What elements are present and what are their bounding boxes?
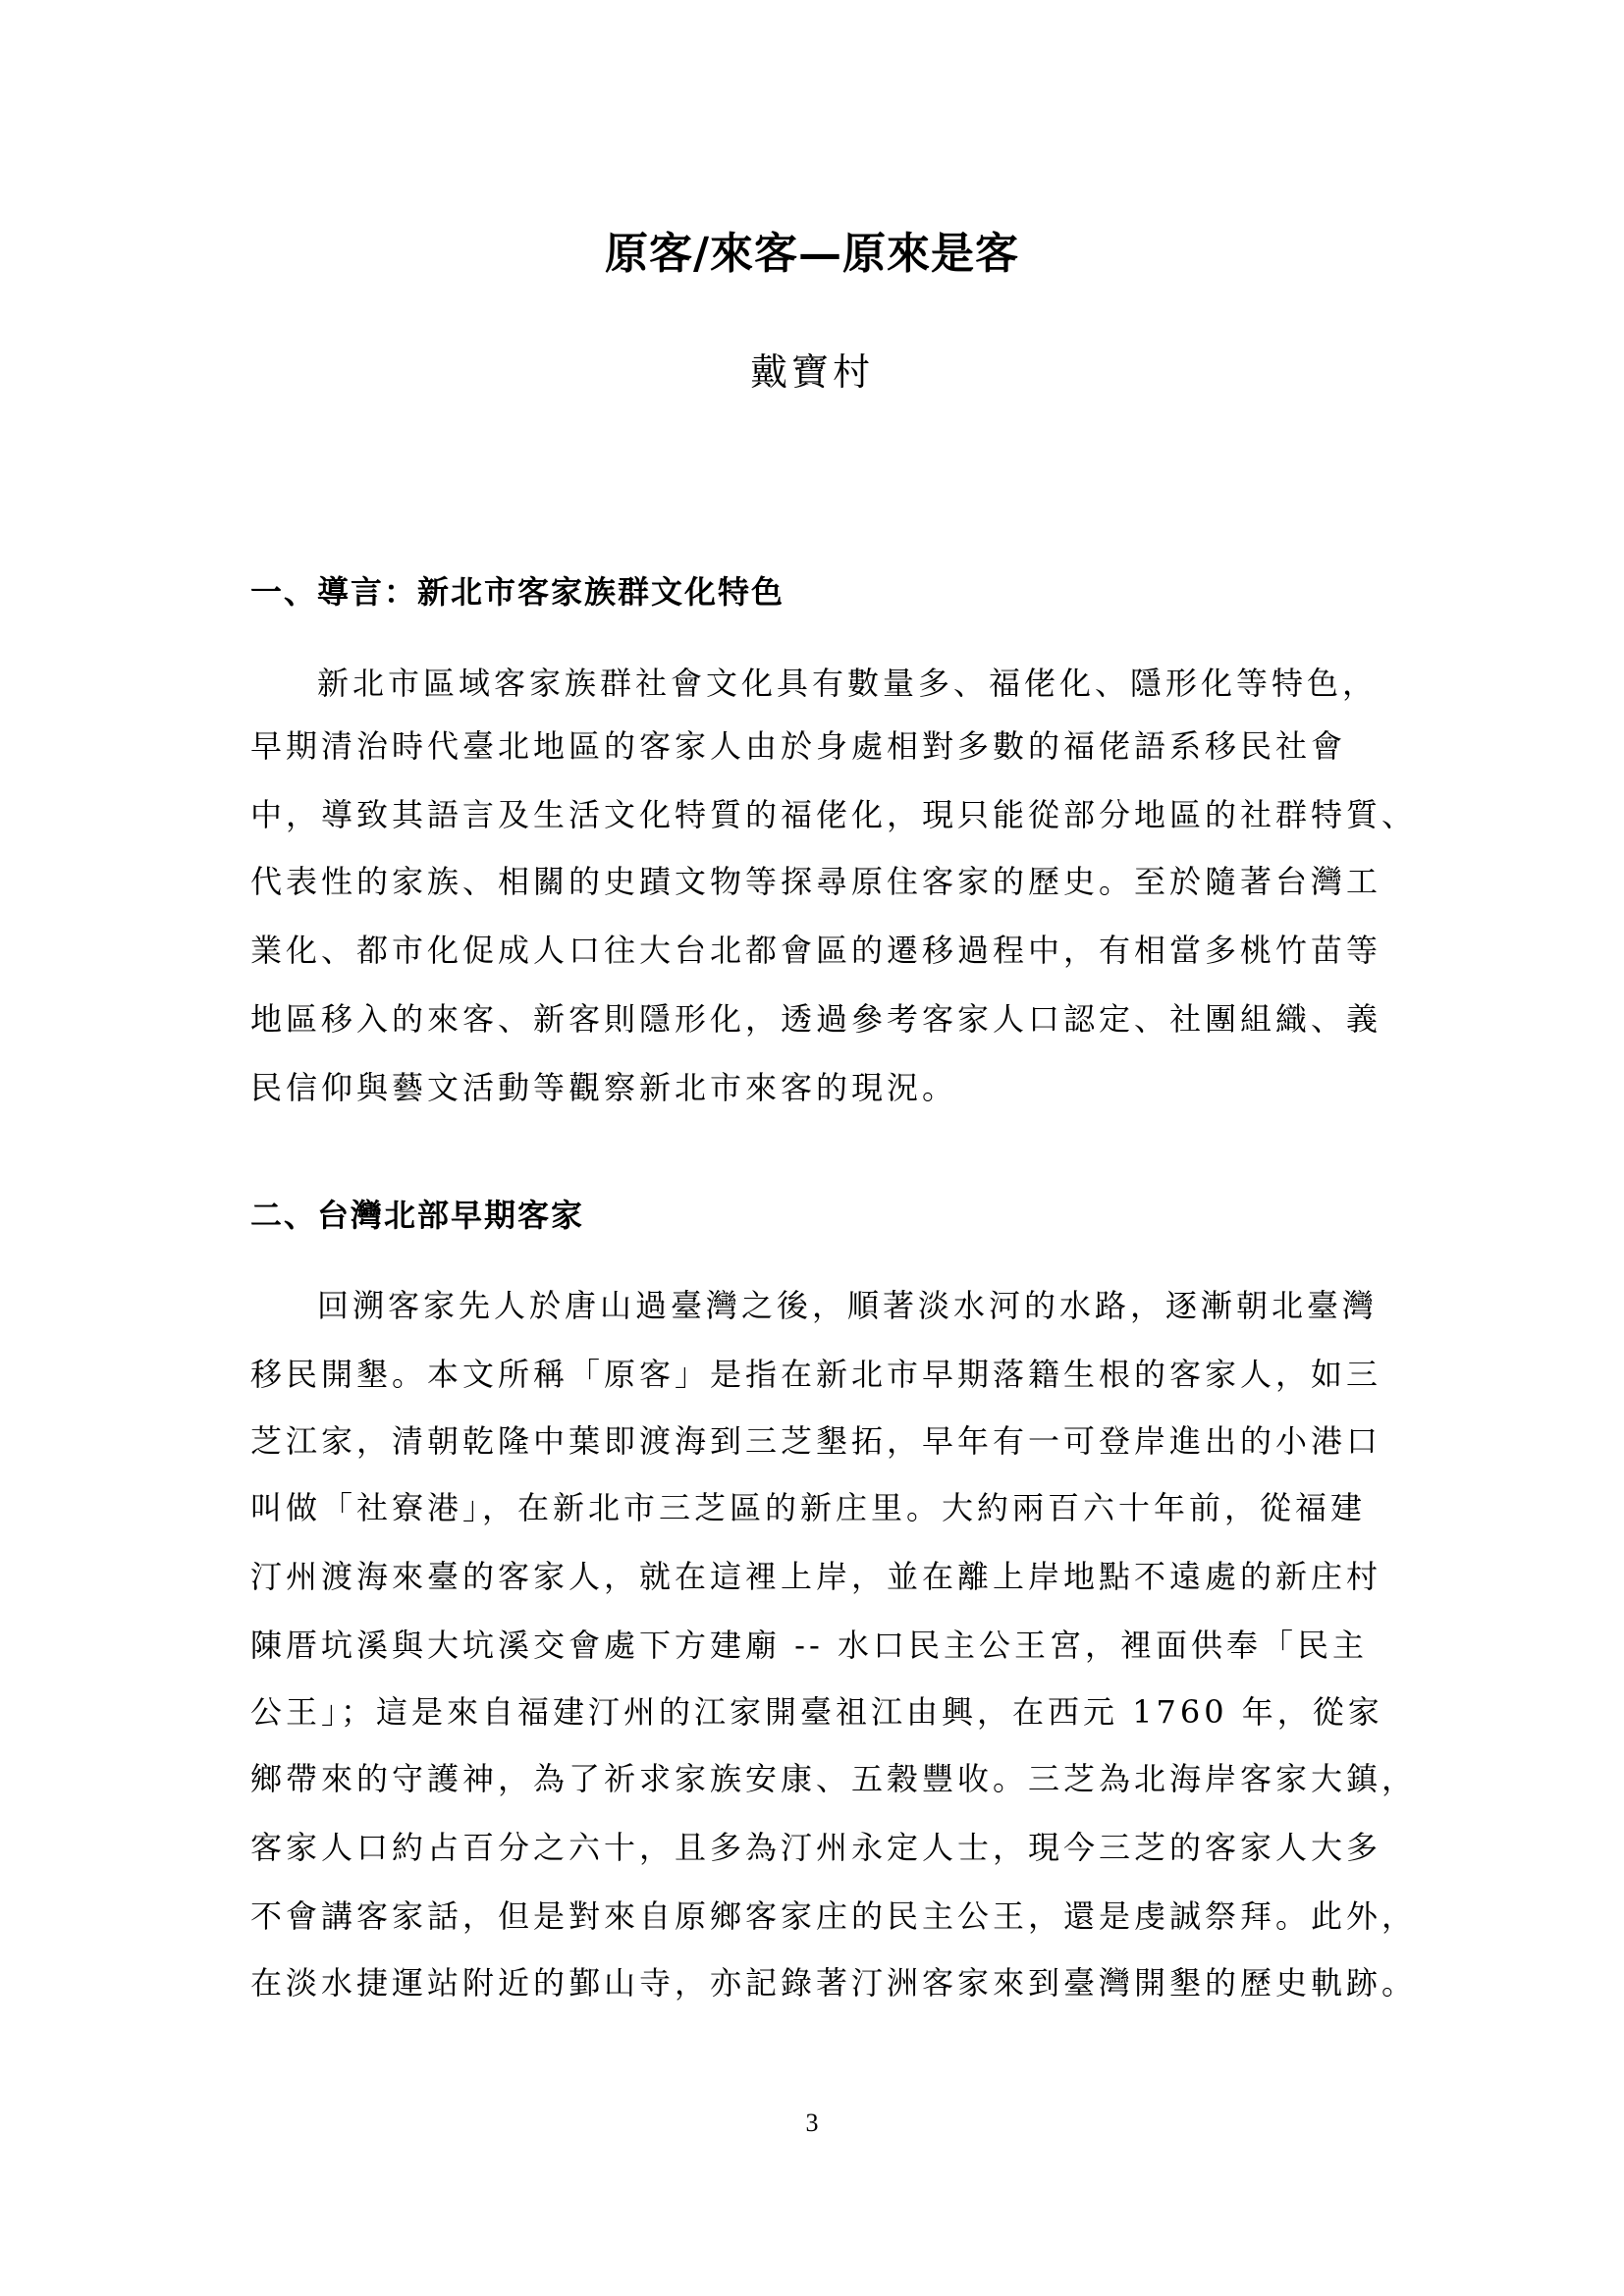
paragraph-line: 公王」；這是來自福建汀州的江家開臺祖江由興，在西元 1760 年，從家 — [250, 1693, 1383, 1731]
paragraph-line: 鄉帶來的守護神，為了祈求家族安康、五穀豐收。三芝為北海岸客家大鎮， — [250, 1760, 1418, 1797]
paragraph-line: 業化、都市化促成人口往大台北都會區的遷移過程中，有相當多桃竹苗等 — [250, 932, 1382, 969]
paragraph-line: 早期清治時代臺北地區的客家人由於身處相對多數的福佬語系移民社會 — [250, 727, 1347, 765]
paragraph-line: 在淡水捷運站附近的鄞山寺，亦記錄著汀洲客家來到臺灣開墾的歷史軌跡。 — [250, 1964, 1418, 2002]
section-heading-northern-hakka: 二、台灣北部早期客家 — [250, 1197, 585, 1234]
paragraph-line: 新北市區域客家族群社會文化具有數量多、福佬化、隱形化等特色， — [317, 665, 1379, 702]
paragraph-line: 回溯客家先人於唐山過臺灣之後，順著淡水河的水路，逐漸朝北臺灣 — [317, 1287, 1379, 1324]
document-title: 原客/來客—原來是客 — [604, 229, 1020, 279]
paragraph-line: 汀州渡海來臺的客家人，就在這裡上岸，並在離上岸地點不遠處的新庄村 — [250, 1558, 1382, 1595]
paragraph-line: 移民開墾。本文所稱「原客」是指在新北市早期落籍生根的客家人，如三 — [250, 1356, 1382, 1393]
paragraph-line: 民信仰與藝文活動等觀察新北市來客的現況。 — [250, 1069, 958, 1106]
paragraph-line: 叫做「社寮港」，在新北市三芝區的新庄里。大約兩百六十年前，從福建 — [250, 1489, 1367, 1526]
paragraph-line: 地區移入的來客、新客則隱形化，透過參考客家人口認定、社團組織、義 — [250, 1000, 1382, 1038]
paragraph-line: 中，導致其語言及生活文化特質的福佬化，現只能從部分地區的社群特質、 — [250, 796, 1418, 833]
paragraph-line: 不會講客家話，但是對來自原鄉客家庄的民主公王，還是虔誠祭拜。此外， — [250, 1897, 1418, 1935]
paragraph-line: 陳厝坑溪與大坑溪交會處下方建廟 -- 水口民主公王宮，裡面供奉「民主 — [250, 1627, 1368, 1664]
page-number: 3 — [805, 2109, 819, 2137]
paragraph-line: 代表性的家族、相關的史蹟文物等探尋原住客家的歷史。至於隨著台灣工 — [250, 863, 1382, 900]
paragraph-line: 芝江家，清朝乾隆中葉即渡海到三芝墾拓，早年有一可登岸進出的小港口 — [250, 1422, 1382, 1460]
document-author: 戴寶村 — [749, 350, 874, 394]
section-heading-introduction: 一、導言：新北市客家族群文化特色 — [250, 573, 785, 611]
paragraph-line: 客家人口約占百分之六十，且多為汀州永定人士，現今三芝的客家人大多 — [250, 1829, 1382, 1866]
